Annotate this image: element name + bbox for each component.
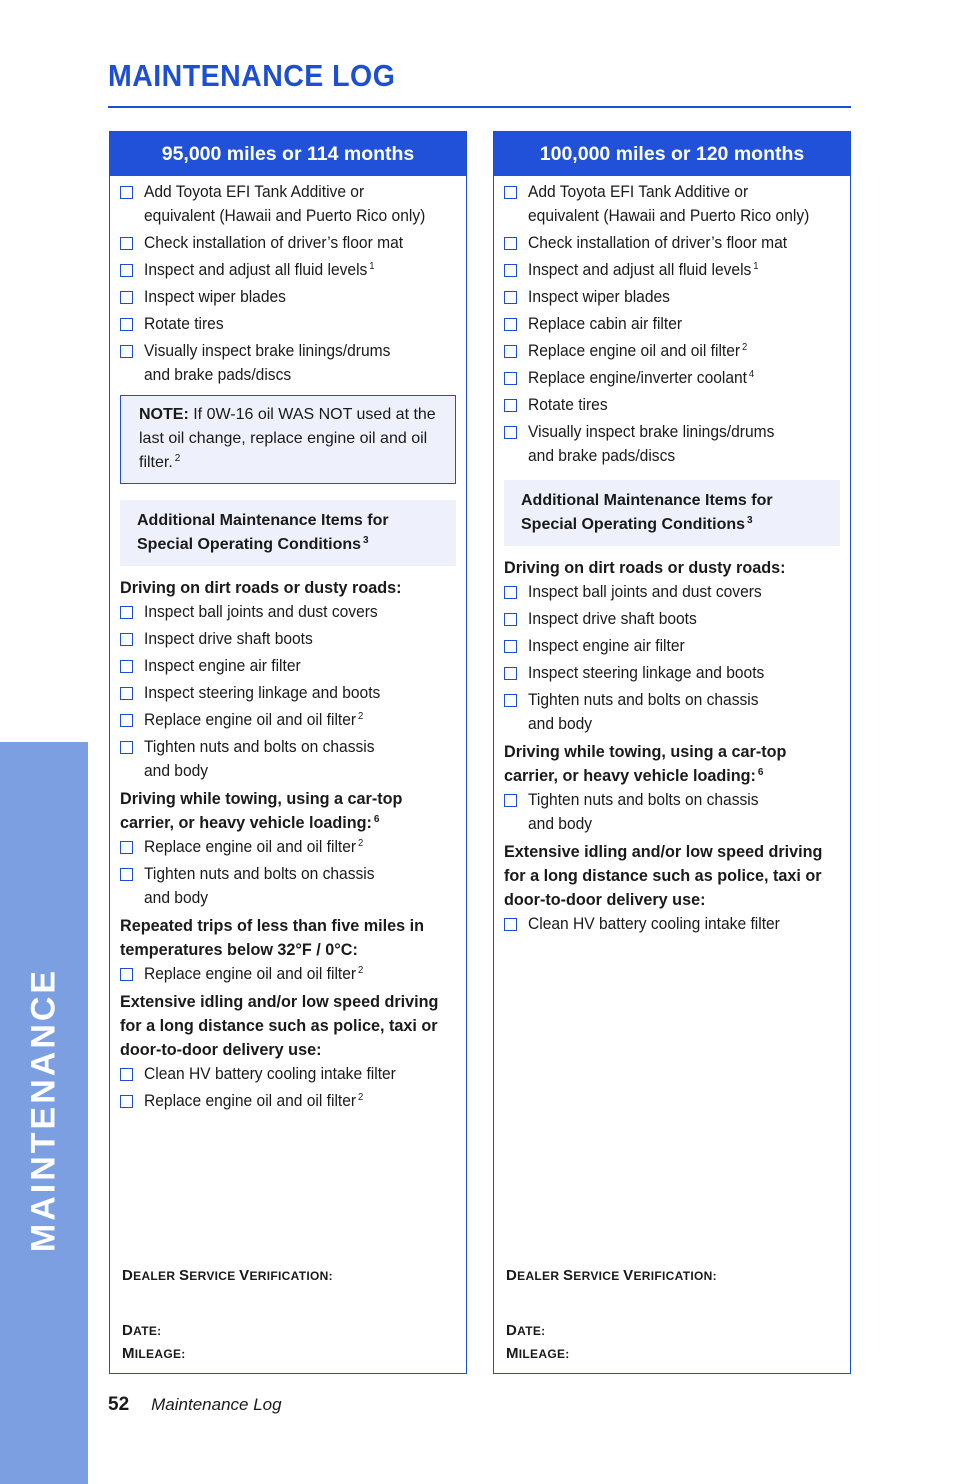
- checkbox[interactable]: [120, 606, 133, 619]
- condition-heading: Extensive idling and/or low speed driving for a long distance such as police, taxi or door-to-door delivery use:: [120, 993, 439, 1059]
- checkbox[interactable]: [504, 694, 517, 707]
- footnote-ref: 3: [363, 535, 369, 546]
- checkbox[interactable]: [504, 667, 517, 680]
- checkbox[interactable]: [120, 868, 133, 881]
- checklist-item: Rotate tires: [504, 393, 840, 417]
- checklist-item: Replace engine/inverter coolant $^4$: [504, 366, 840, 390]
- additional-items-heading: Additional Maintenance Items for Special Operating Conditions $^3$: [120, 500, 456, 566]
- checkbox[interactable]: [120, 687, 133, 700]
- date-label: DATE:: [122, 1322, 162, 1339]
- footnote-ref: 3: [747, 515, 753, 526]
- checkbox[interactable]: [504, 291, 517, 304]
- checklist-item: Add Toyota EFI Tank Additive or equivalent (Hawaii and Puerto Rico only): [120, 180, 456, 228]
- checklist-item: Replace cabin air filter: [504, 312, 840, 336]
- checkbox[interactable]: [120, 841, 133, 854]
- checklist-item: Add Toyota EFI Tank Additive or equivalent (Hawaii and Puerto Rico only): [504, 180, 840, 228]
- checkbox[interactable]: [120, 660, 133, 673]
- checklist-item: Inspect drive shaft boots: [120, 627, 456, 651]
- checklist-item: Tighten nuts and bolts on chassis and body: [120, 862, 456, 910]
- checkbox[interactable]: [504, 794, 517, 807]
- checklist-item: Tighten nuts and bolts on chassis and body: [504, 688, 840, 736]
- page-title: MAINTENANCE LOG: [108, 58, 396, 93]
- checklist-item: Inspect wiper blades: [504, 285, 840, 309]
- checklist-item: Inspect steering linkage and boots: [504, 661, 840, 685]
- checklist-item: Visually inspect brake linings/drums and brake pads/discs: [120, 339, 456, 387]
- checklist-item: Inspect and adjust all fluid levels $^1$: [504, 258, 840, 282]
- checklist-item: Inspect engine air filter: [120, 654, 456, 678]
- footnote-ref: 2: [357, 838, 364, 849]
- checkbox[interactable]: [120, 318, 133, 331]
- checkbox[interactable]: [504, 399, 517, 412]
- checklist-item: Rotate tires: [120, 312, 456, 336]
- footnote-ref: 2: [357, 1092, 364, 1103]
- footnote-ref: 2: [357, 711, 364, 722]
- condition-heading: Driving while towing, using a car-top carrier, or heavy vehicle loading: $^6$: [504, 743, 787, 785]
- checklist-item: Clean HV battery cooling intake filter: [120, 1062, 456, 1086]
- checklist-item: Inspect engine air filter: [504, 634, 840, 658]
- additional-items-heading: Additional Maintenance Items for Special Operating Conditions $^3$: [504, 480, 840, 546]
- footnote-ref: 4: [748, 369, 755, 380]
- checkbox[interactable]: [120, 1095, 133, 1108]
- checkbox[interactable]: [120, 264, 133, 277]
- checkbox[interactable]: [120, 237, 133, 250]
- checklist-item: Check installation of driver’s floor mat: [504, 231, 840, 255]
- checkbox[interactable]: [120, 968, 133, 981]
- dealer-verification-label: DEALER SERVICE VERIFICATION:: [506, 1267, 717, 1284]
- dealer-verification-label: DEALER SERVICE VERIFICATION:: [122, 1267, 333, 1284]
- footnote-ref: 1: [369, 261, 375, 272]
- checkbox[interactable]: [120, 291, 133, 304]
- checkbox[interactable]: [120, 345, 133, 358]
- checklist-item: Inspect and adjust all fluid levels $^1$: [120, 258, 456, 282]
- checklist-item: Replace engine oil and oil filter $^2$: [504, 339, 840, 363]
- footnote-ref: 6: [373, 814, 380, 825]
- checklist-item: Clean HV battery cooling intake filter: [504, 912, 840, 936]
- checkbox[interactable]: [120, 1068, 133, 1081]
- checkbox[interactable]: [504, 586, 517, 599]
- mileage-label: MILEAGE:: [122, 1345, 186, 1362]
- checkbox[interactable]: [504, 186, 517, 199]
- checklist-item: Inspect ball joints and dust covers: [120, 600, 456, 624]
- footnote-ref: 2: [741, 342, 748, 353]
- checklist-item: Replace engine oil and oil filter $^2$: [120, 962, 456, 986]
- checklist-item: Replace engine oil and oil filter $^2$: [120, 1089, 456, 1113]
- checkbox[interactable]: [504, 372, 517, 385]
- footnote-ref: 1: [753, 261, 759, 272]
- checkbox[interactable]: [504, 264, 517, 277]
- checklist-item: Check installation of driver’s floor mat: [120, 231, 456, 255]
- condition-heading: Repeated trips of less than five miles in temperatures below 32°F / 0°C:: [120, 917, 425, 959]
- date-label: DATE:: [506, 1322, 546, 1339]
- checkbox[interactable]: [120, 186, 133, 199]
- note-label: NOTE:: [139, 406, 189, 423]
- checklist-item: Inspect ball joints and dust covers: [504, 580, 840, 604]
- checklist-item: Tighten nuts and bolts on chassis and body: [120, 735, 456, 783]
- condition-heading: Driving on dirt roads or dusty roads:: [504, 559, 786, 577]
- checklist-item: Visually inspect brake linings/drums and brake pads/discs: [504, 420, 840, 468]
- checkbox[interactable]: [504, 918, 517, 931]
- checklist-item: Replace engine oil and oil filter $^2$: [120, 708, 456, 732]
- checkbox[interactable]: [504, 426, 517, 439]
- condition-heading: Extensive idling and/or low speed driving for a long distance such as police, taxi or door-to-door delivery use:: [504, 843, 823, 909]
- checkbox[interactable]: [504, 318, 517, 331]
- checkbox[interactable]: [504, 613, 517, 626]
- condition-heading: Driving while towing, using a car-top carrier, or heavy vehicle loading: $^6$: [120, 790, 403, 832]
- side-tab-label: MAINTENANCE: [24, 967, 63, 1253]
- page-footer: [108, 1394, 282, 1416]
- checklist-item: Inspect wiper blades: [120, 285, 456, 309]
- checklist-item: Tighten nuts and bolts on chassis and body: [504, 788, 840, 836]
- service-panel-100000: [493, 131, 851, 1374]
- checkbox[interactable]: [120, 714, 133, 727]
- title-divider: [108, 106, 851, 108]
- mileage-label: MILEAGE:: [506, 1345, 570, 1362]
- footnote-ref: 2: [174, 453, 181, 464]
- page-number: 52: [108, 1394, 130, 1415]
- oil-note: NOTE: If 0W-16 oil WAS NOT used at the last oil change, replace engine oil and oil filter. $^2$: [120, 395, 456, 484]
- checkbox[interactable]: [504, 237, 517, 250]
- panel-body: [110, 176, 466, 1113]
- checkbox[interactable]: [120, 633, 133, 646]
- footnote-ref: 6: [757, 767, 764, 778]
- checklist-item: Replace engine oil and oil filter $^2$: [120, 835, 456, 859]
- service-panel-95000: [109, 131, 467, 1374]
- footer-section-title: Maintenance Log: [151, 1395, 282, 1414]
- panel-header: 100,000 miles or 120 months: [494, 132, 850, 176]
- panel-header: 95,000 miles or 114 months: [110, 132, 466, 176]
- checkbox[interactable]: [504, 640, 517, 653]
- panel-body: [494, 176, 850, 936]
- condition-heading: Driving on dirt roads or dusty roads:: [120, 579, 402, 597]
- footnote-ref: 2: [357, 965, 364, 976]
- checklist: [120, 180, 456, 387]
- checklist-item: Inspect drive shaft boots: [504, 607, 840, 631]
- checkbox[interactable]: [504, 345, 517, 358]
- checkbox[interactable]: [120, 741, 133, 754]
- checklist-item: Inspect steering linkage and boots: [120, 681, 456, 705]
